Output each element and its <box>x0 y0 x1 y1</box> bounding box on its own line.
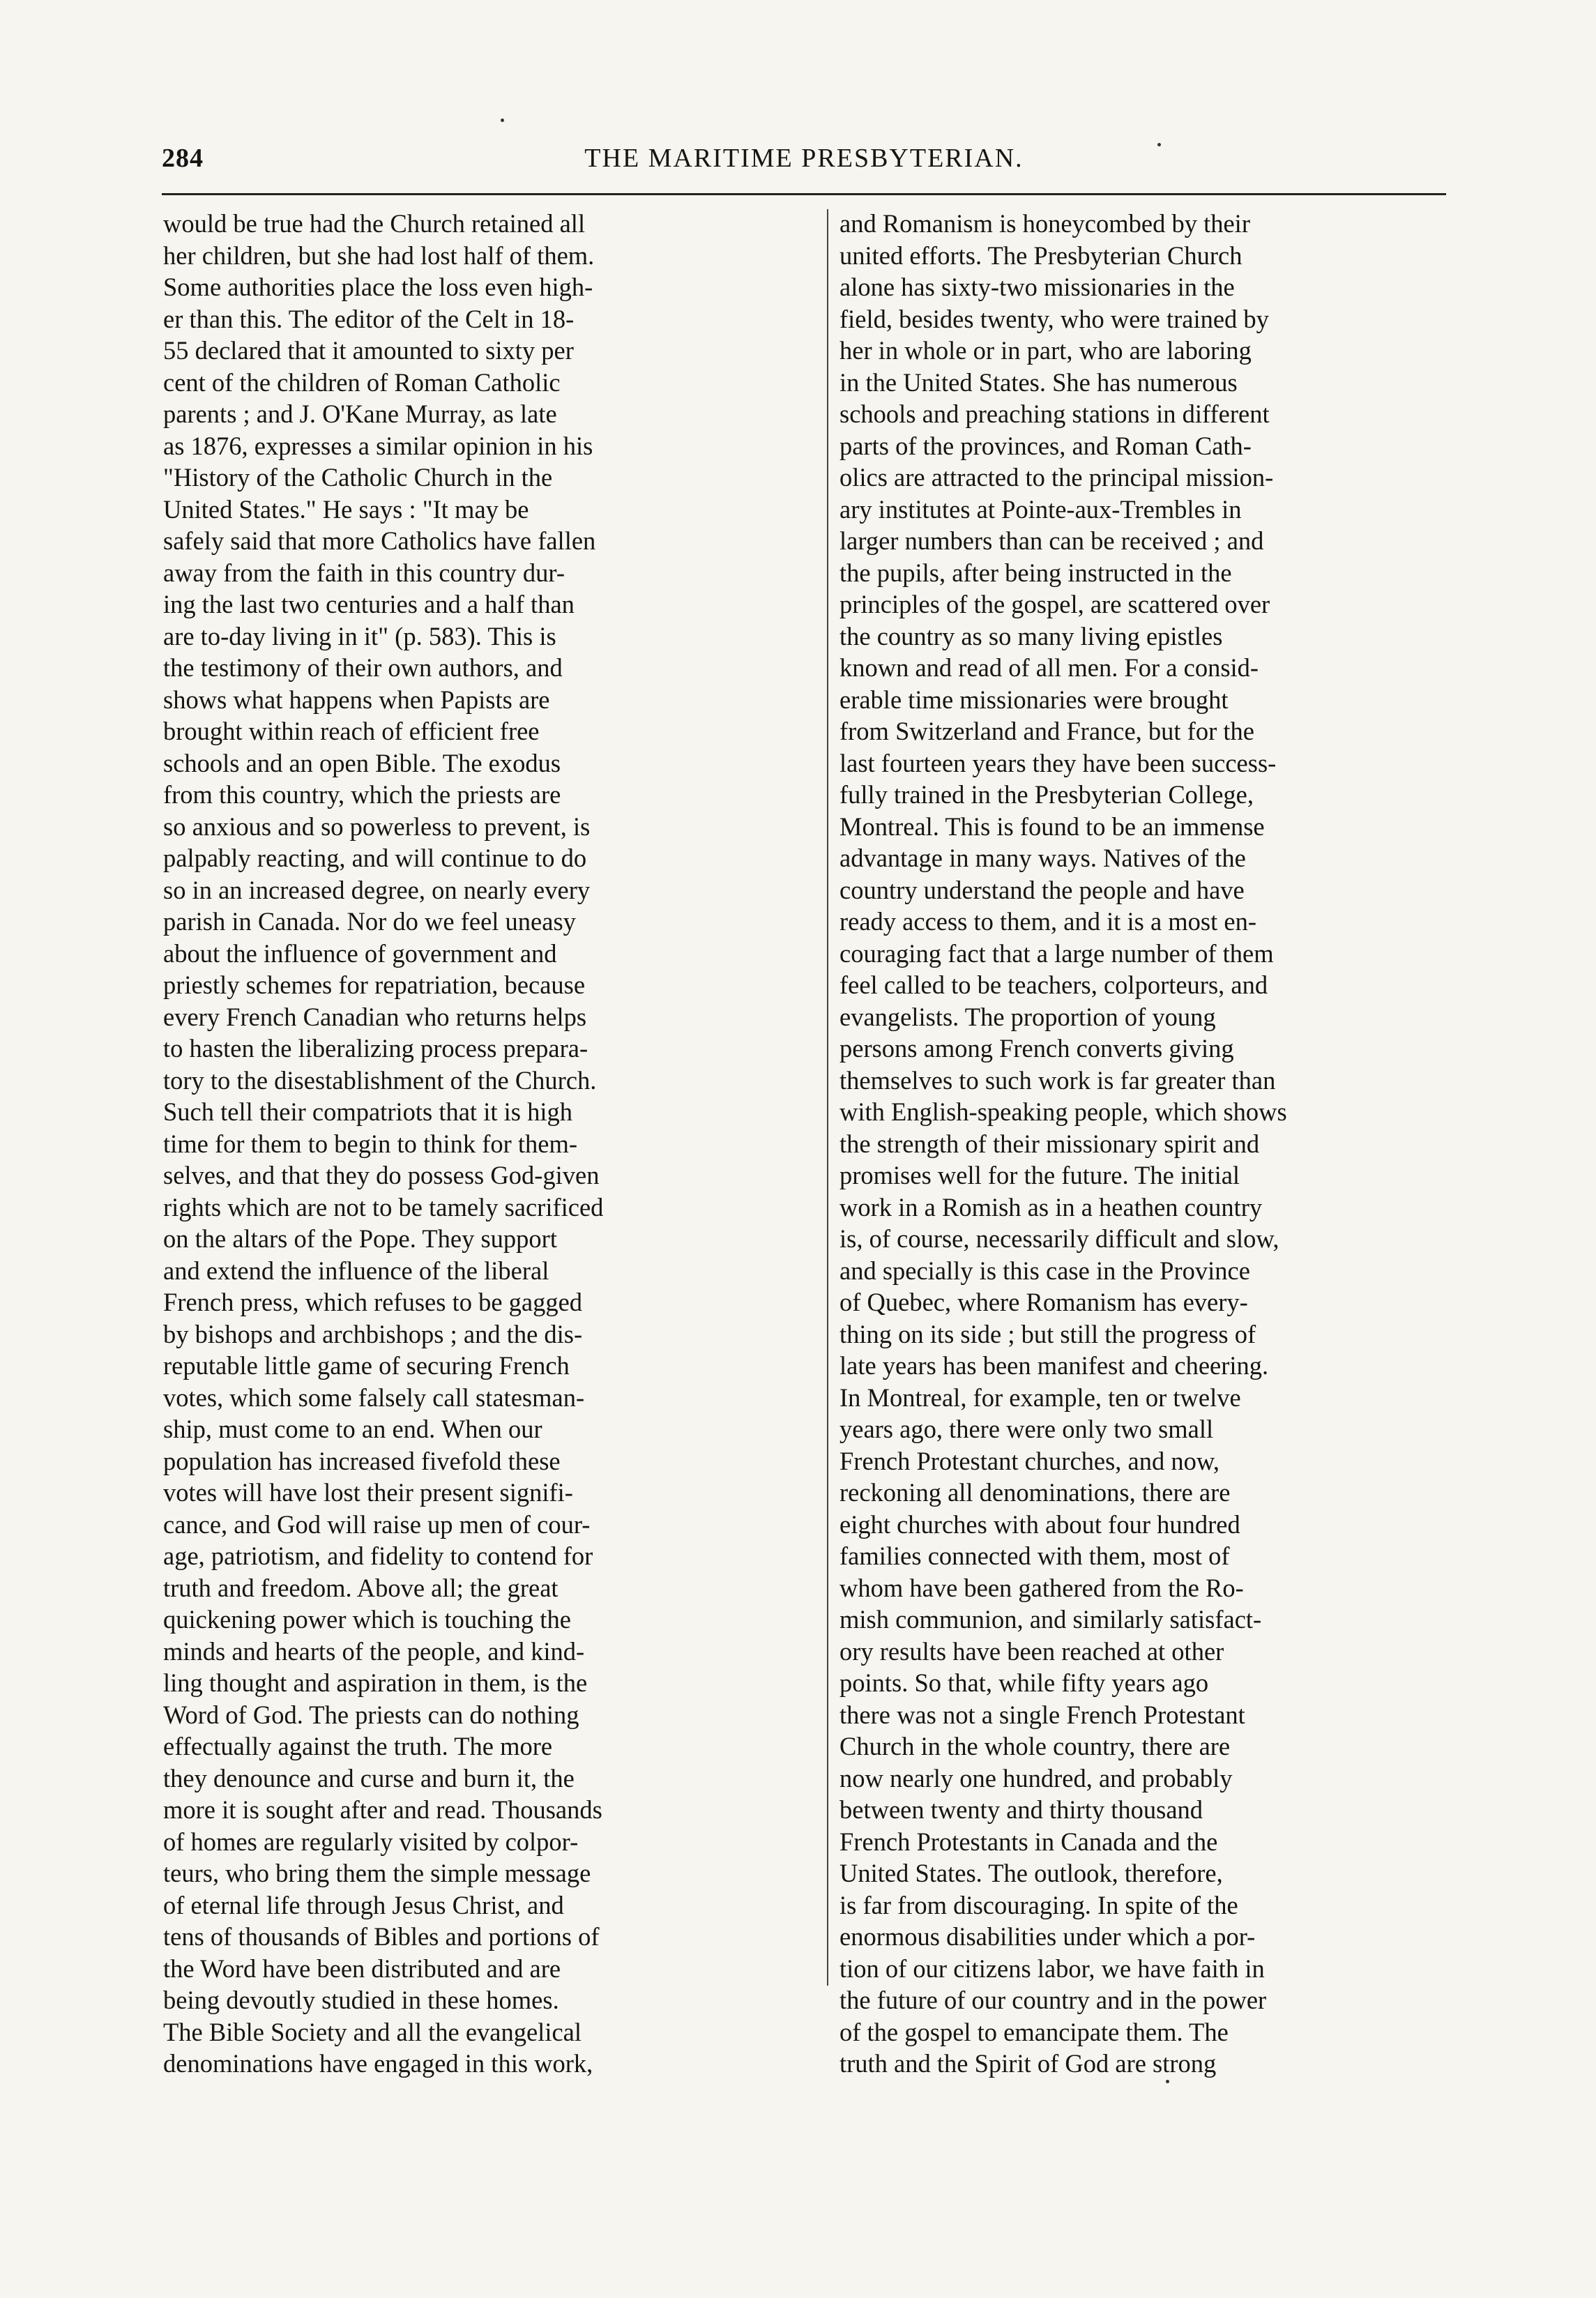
text-line: they denounce and curse and burn it, the <box>163 1763 575 1793</box>
text-line: from this country, which the priests are <box>163 780 561 809</box>
text-line: between twenty and thirty thousand <box>839 1795 1203 1824</box>
text-line: Montreal. This is found to be an immense <box>839 812 1265 841</box>
text-line: tory to the disestablishment of the Church. <box>163 1065 597 1095</box>
text-line: away from the faith in this country dur- <box>163 558 565 587</box>
header-rule <box>162 193 1446 195</box>
text-line: age, patriotism, and fidelity to contend for <box>163 1542 593 1570</box>
text-line: of homes are regularly visited by colpor- <box>163 1827 579 1856</box>
text-line: and extend the influence of the liberal <box>163 1256 549 1285</box>
text-line: parish in Canada. Nor do we feel uneasy <box>163 907 576 936</box>
text-line: eight churches with about four hundred <box>839 1509 1240 1539</box>
text-line: cance, and God will raise up men of cour- <box>163 1509 591 1539</box>
text-line: reputable little game of securing French <box>163 1351 570 1380</box>
print-speck <box>1166 2080 1169 2083</box>
text-line: priestly schemes for repatriation, because <box>163 971 586 999</box>
text-line: effectually against the truth. The more <box>163 1732 553 1760</box>
text-line: votes will have lost their present signifi- <box>163 1478 573 1507</box>
text-line: Church in the whole country, there are <box>839 1732 1231 1760</box>
text-line: enormous disabilities under which a por- <box>839 1922 1256 1951</box>
text-line: fully trained in the Presbyterian College, <box>839 780 1254 809</box>
text-line: late years has been manifest and cheering. <box>839 1351 1269 1380</box>
text-line: field, besides twenty, who were trained by <box>839 304 1269 333</box>
text-line: advantage in many ways. Natives of the <box>839 844 1246 872</box>
text-line: ready access to them, and it is a most en- <box>839 907 1257 936</box>
text-line: Word of God. The priests can do nothing <box>163 1700 579 1729</box>
text-line: alone has sixty-two missionaries in the <box>839 273 1235 301</box>
right-column <box>839 208 1453 2078</box>
text-line: country understand the people and have <box>839 875 1245 904</box>
text-line: families connected with them, most of <box>839 1542 1230 1570</box>
text-line: In Montreal, for example, ten or twelve <box>839 1383 1241 1412</box>
text-line: in the United States. She has numerous <box>839 367 1238 397</box>
text-line: there was not a single French Protestant <box>839 1700 1245 1729</box>
text-line: ing the last two centuries and a half than <box>163 590 575 618</box>
text-line: and specially is this case in the Province <box>839 1256 1250 1285</box>
text-line: her children, but she had lost half of them. <box>163 241 595 270</box>
text-line: United States. The outlook, therefore, <box>839 1859 1223 1887</box>
text-line: whom have been gathered from the Ro- <box>839 1573 1244 1602</box>
text-line: ary institutes at Pointe-aux-Trembles in <box>839 494 1242 524</box>
text-line: The Bible Society and all the evangelical <box>163 2017 582 2046</box>
text-line: now nearly one hundred, and probably <box>839 1763 1233 1793</box>
text-line: time for them to begin to think for them- <box>163 1129 578 1158</box>
text-line: would be true had the Church retained all <box>163 209 586 238</box>
text-line: more it is sought after and read. Thousands <box>163 1795 602 1824</box>
text-line: French Protestant churches, and now, <box>839 1446 1219 1475</box>
running-title: THE MARITIME PRESBYTERIAN. <box>584 144 1024 173</box>
text-line: with English-speaking people, which shows <box>839 1097 1287 1126</box>
text-line: being devoutly studied in these homes. <box>163 1986 559 2014</box>
text-line: every French Canadian who returns helps <box>163 1002 587 1031</box>
text-line: couraging fact that a large number of them <box>839 938 1274 968</box>
text-line: the Word have been distributed and are <box>163 1954 561 1983</box>
text-line: safely said that more Catholics have fallen <box>163 526 596 555</box>
text-line: rights which are not to be tamely sacrificed <box>163 1192 604 1222</box>
text-line: the pupils, after being instructed in the <box>839 558 1232 587</box>
text-line: truth and the Spirit of God are strong <box>839 2049 1217 2078</box>
text-line: years ago, there were only two small <box>839 1415 1214 1443</box>
text-line: tion of our citizens labor, we have faith in <box>839 1954 1265 1983</box>
text-line: by bishops and archbishops ; and the dis- <box>163 1319 583 1348</box>
text-line: Such tell their compatriots that it is high <box>163 1097 572 1126</box>
text-line: brought within reach of efficient free <box>163 717 540 745</box>
text-line: erable time missionaries were brought <box>839 685 1229 714</box>
text-line: er than this. The editor of the Celt in 18- <box>163 304 575 333</box>
text-line: tens of thousands of Bibles and portions of <box>163 1922 600 1951</box>
text-line: as 1876, expresses a similar opinion in his <box>163 431 593 460</box>
text-line: is far from discouraging. In spite of the <box>839 1890 1238 1919</box>
text-line: shows what happens when Papists are <box>163 685 550 714</box>
text-line: last fourteen years they have been success- <box>839 748 1277 777</box>
column-divider <box>827 209 828 1986</box>
text-line: evangelists. The proportion of young <box>839 1002 1216 1031</box>
text-line: French press, which refuses to be gagged <box>163 1288 583 1316</box>
text-line: known and read of all men. For a consid- <box>839 653 1259 682</box>
text-line: about the influence of government and <box>163 938 557 968</box>
text-line: larger numbers than can be received ; and <box>839 526 1264 555</box>
text-line: minds and hearts of the people, and kind- <box>163 1636 585 1666</box>
text-line: cent of the children of Roman Catholic <box>163 367 561 397</box>
text-line: ory results have been reached at other <box>839 1636 1224 1666</box>
text-line: of eternal life through Jesus Christ, and <box>163 1890 564 1919</box>
text-line: ling thought and aspiration in them, is the <box>163 1668 588 1697</box>
text-line: united efforts. The Presbyterian Church <box>839 241 1242 270</box>
text-line: so in an increased degree, on nearly every <box>163 875 591 904</box>
text-line: persons among French converts giving <box>839 1034 1234 1063</box>
text-line: of the gospel to emancipate them. The <box>839 2017 1229 2046</box>
text-line: points. So that, while fifty years ago <box>839 1668 1209 1697</box>
text-line: quickening power which is touching the <box>163 1605 571 1634</box>
text-line: is, of course, necessarily difficult and slow, <box>839 1224 1279 1253</box>
print-speck <box>501 119 504 122</box>
text-line: the future of our country and in the power <box>839 1986 1267 2014</box>
text-line: mish communion, and similarly satisfact- <box>839 1605 1262 1634</box>
print-speck <box>1157 143 1161 146</box>
text-line: and Romanism is honeycombed by their <box>839 209 1250 238</box>
text-line: "History of the Catholic Church in the <box>163 463 553 492</box>
text-line: to hasten the liberalizing process prepara- <box>163 1034 588 1063</box>
text-line: palpably reacting, and will continue to do <box>163 844 587 872</box>
text-line: so anxious and so powerless to prevent, is <box>163 812 591 841</box>
text-line: her in whole or in part, who are laboring <box>839 336 1252 365</box>
text-line: on the altars of the Pope. They support <box>163 1224 557 1253</box>
text-line: selves, and that they do possess God-given <box>163 1161 600 1189</box>
text-line: the testimony of their own authors, and <box>163 653 563 682</box>
text-line: promises well for the future. The initial <box>839 1161 1240 1189</box>
text-line: denominations have engaged in this work, <box>163 2049 593 2078</box>
text-line: feel called to be teachers, colporteurs, and <box>839 971 1268 999</box>
text-line: thing on its side ; but still the progress of <box>839 1319 1256 1348</box>
text-line: reckoning all denominations, there are <box>839 1478 1231 1507</box>
text-line: Some authorities place the loss even high- <box>163 273 593 301</box>
left-column <box>163 208 813 2078</box>
text-line: French Protestants in Canada and the <box>839 1827 1218 1856</box>
text-line: parts of the provinces, and Roman Cath- <box>839 431 1252 460</box>
text-line: ship, must come to an end. When our <box>163 1415 542 1443</box>
text-line: truth and freedom. Above all; the great <box>163 1573 558 1602</box>
text-line: 55 declared that it amounted to sixty per <box>163 336 574 365</box>
page-number: 284 <box>162 144 204 173</box>
text-line: themselves to such work is far greater than <box>839 1065 1276 1095</box>
text-line: principles of the gospel, are scattered over <box>839 590 1270 618</box>
text-line: United States." He says : "It may be <box>163 494 529 524</box>
text-line: votes, which some falsely call statesman- <box>163 1383 585 1412</box>
text-line: of Quebec, where Romanism has every- <box>839 1288 1248 1316</box>
text-line: the country as so many living epistles <box>839 621 1223 650</box>
text-line: from Switzerland and France, but for the <box>839 717 1254 745</box>
text-line: are to-day living in it" (p. 583). This is <box>163 621 556 650</box>
text-line: parents ; and J. O'Kane Murray, as late <box>163 400 557 428</box>
text-line: schools and an open Bible. The exodus <box>163 748 561 777</box>
text-line: olics are attracted to the principal mission- <box>839 463 1274 492</box>
text-line: the strength of their missionary spirit and <box>839 1129 1260 1158</box>
text-line: schools and preaching stations in different <box>839 400 1270 428</box>
text-line: work in a Romish as in a heathen country <box>839 1192 1263 1222</box>
page-header <box>162 143 1446 185</box>
text-line: teurs, who bring them the simple message <box>163 1859 591 1887</box>
text-line: population has increased fivefold these <box>163 1446 561 1475</box>
